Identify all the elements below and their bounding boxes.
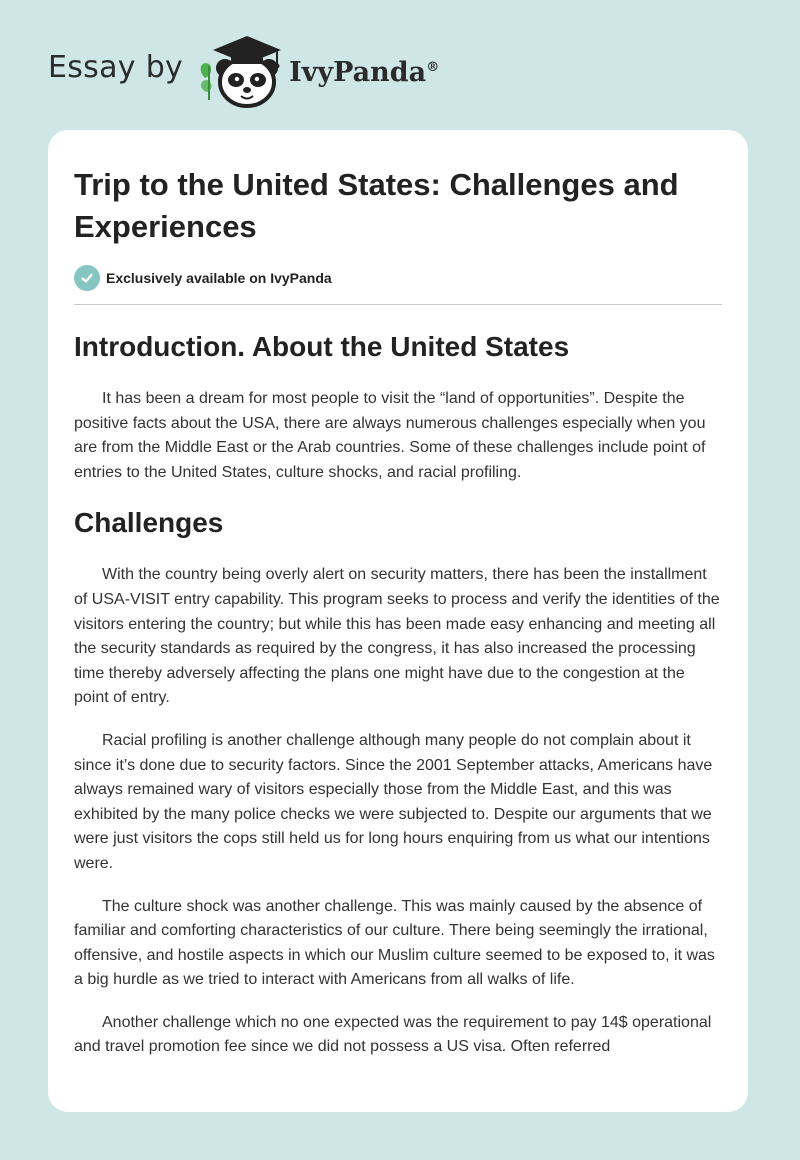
exclusive-badge bbox=[74, 265, 722, 291]
exclusive-label: Exclusively available on IvyPanda bbox=[106, 270, 332, 286]
divider bbox=[74, 304, 722, 305]
paragraph: With the country being overly alert on security matters, there has been the installment of USA-VISIT entry capability. This program seeks to process and verify the identities of the visitors entering the country; but while this has been made easy enhancing and meeting all the security standards as required by the congress, it has also increased the processing time thereby adversely affecting the plans one might have due to the congestion at the point of entry. bbox=[74, 566, 720, 707]
paragraph: The culture shock was another challenge. This was mainly caused by the absence of familiar and comforting characteristics of our culture. There being seemingly the irrational, offensive, and hostile aspects in which our Muslim culture seemed to be exposed to, it was a big hurdle as we tried to interact with Americans from all walks of life. bbox=[74, 897, 715, 989]
section-heading-introduction: Introduction. About the United States bbox=[74, 331, 570, 362]
panda-logo-icon bbox=[197, 30, 287, 110]
paragraph: Another challenge which no one expected was the requirement to pay 14$ operational and travel promotion fee since we did not possess a US visa. Often referred bbox=[74, 1013, 712, 1056]
paragraph: It has been a dream for most people to visit the “land of opportunities”. Despite the positive facts about the USA, there are always numerous challenges especially when you are from the Middle East or the Arab countries. Some of these challenges include point of entries to the United States, culture shocks, and racial profiling. bbox=[74, 390, 706, 481]
paragraph: Racial profiling is another challenge although many people do not complain about it since it’s done due to security factors. Since the 2001 September attacks, Americans have always remained wary of visitors especially those from the Middle East, and this was exhibited by the many police checks we were subjected to. Despite our arguments that we were just visitors the cops still held us for long hours enquiring from us what our intentions were. bbox=[74, 731, 713, 872]
brand-prefix: Essay by bbox=[48, 49, 184, 85]
page-title: Trip to the United States: Challenges and Experiences bbox=[74, 167, 679, 244]
brand-header bbox=[48, 30, 439, 110]
essay-card bbox=[48, 130, 748, 1112]
brand-name: IvyPanda® bbox=[289, 56, 440, 88]
section-heading-challenges: Challenges bbox=[74, 507, 224, 539]
check-icon bbox=[74, 265, 100, 291]
